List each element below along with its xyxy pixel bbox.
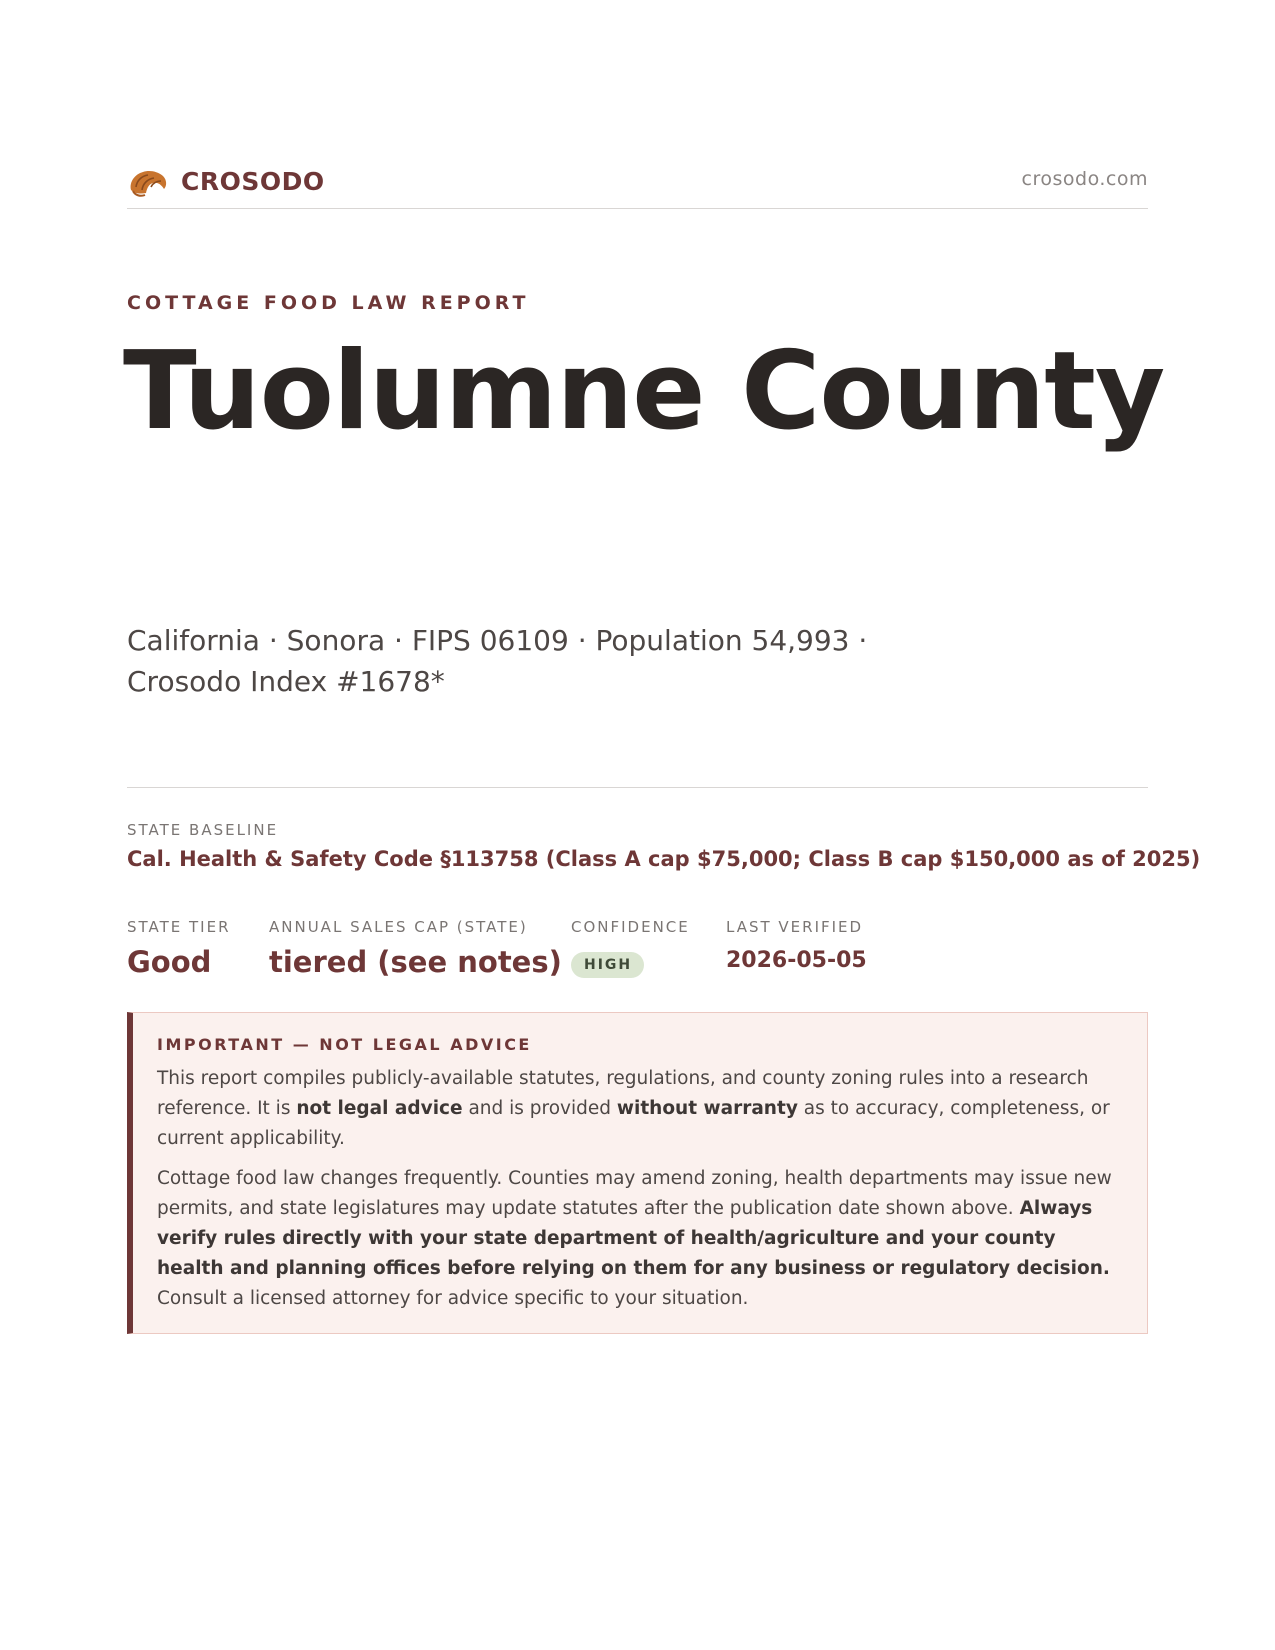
county-meta [127,620,887,702]
confidence-stat [571,918,690,978]
sales-cap-stat [269,918,562,979]
state-tier-label: STATE TIER [127,918,231,936]
notice-emphasis: not legal advice [296,1098,463,1119]
notice-text: Cottage food law changes frequently. Counties may amend zoning, health departments may issue new permits, and state legislatures may update statutes after the publication date shown above. [157,1168,1112,1219]
page-title: Tuolumne County [123,329,1165,454]
croissant-icon [127,160,169,202]
notice-text: and is provided [462,1098,617,1119]
state-tier-stat [127,918,231,979]
notice-emphasis: Always verify rules directly with your state department of health/agriculture and your county health and planning offices before relying on them for any business or regulatory decision. [157,1198,1110,1279]
page-header [127,156,1148,212]
brand-name: CROSODO [181,166,325,196]
last-verified-label: LAST VERIFIED [726,918,864,936]
header-divider [127,208,1148,209]
state-tier-value: Good [127,945,212,979]
notice-text: Consult a licensed attorney for advice specific to your situation. [157,1288,749,1309]
legal-notice [127,1012,1148,1334]
last-verified-value: 2026-05-05 [726,948,867,973]
last-verified-stat [726,918,867,973]
state-baseline-value: Cal. Health & Safety Code §113758 (Class A cap $75,000; Class B cap $150,000 as of 2025) [127,847,1201,871]
confidence-badge: HIGH [571,952,644,978]
legal-notice-title: IMPORTANT — NOT LEGAL ADVICE [157,1035,532,1054]
report-type-label: COTTAGE FOOD LAW REPORT [127,292,530,314]
legal-notice-paragraph [157,1164,1121,1314]
section-divider [127,787,1148,788]
notice-text: This report compiles publicly-available statutes, regulations, and county zoning rules into a research reference. It is [157,1068,1089,1119]
legal-notice-paragraph [157,1064,1121,1154]
sales-cap-value: tiered (see notes) [269,945,562,979]
brand-logo [127,160,325,202]
state-baseline-label: STATE BASELINE [127,821,279,839]
county-meta-line: California · Sonora · FIPS 06109 · Population 54,993 · [127,624,868,657]
notice-text: as to accuracy, completeness, or current applicability. [157,1098,1110,1149]
notice-emphasis: without warranty [616,1098,798,1119]
confidence-label: CONFIDENCE [571,918,690,936]
county-index: Crosodo Index #1678* [127,665,445,698]
site-url[interactable]: crosodo.com [1021,168,1148,190]
sales-cap-label: ANNUAL SALES CAP (STATE) [269,918,528,936]
